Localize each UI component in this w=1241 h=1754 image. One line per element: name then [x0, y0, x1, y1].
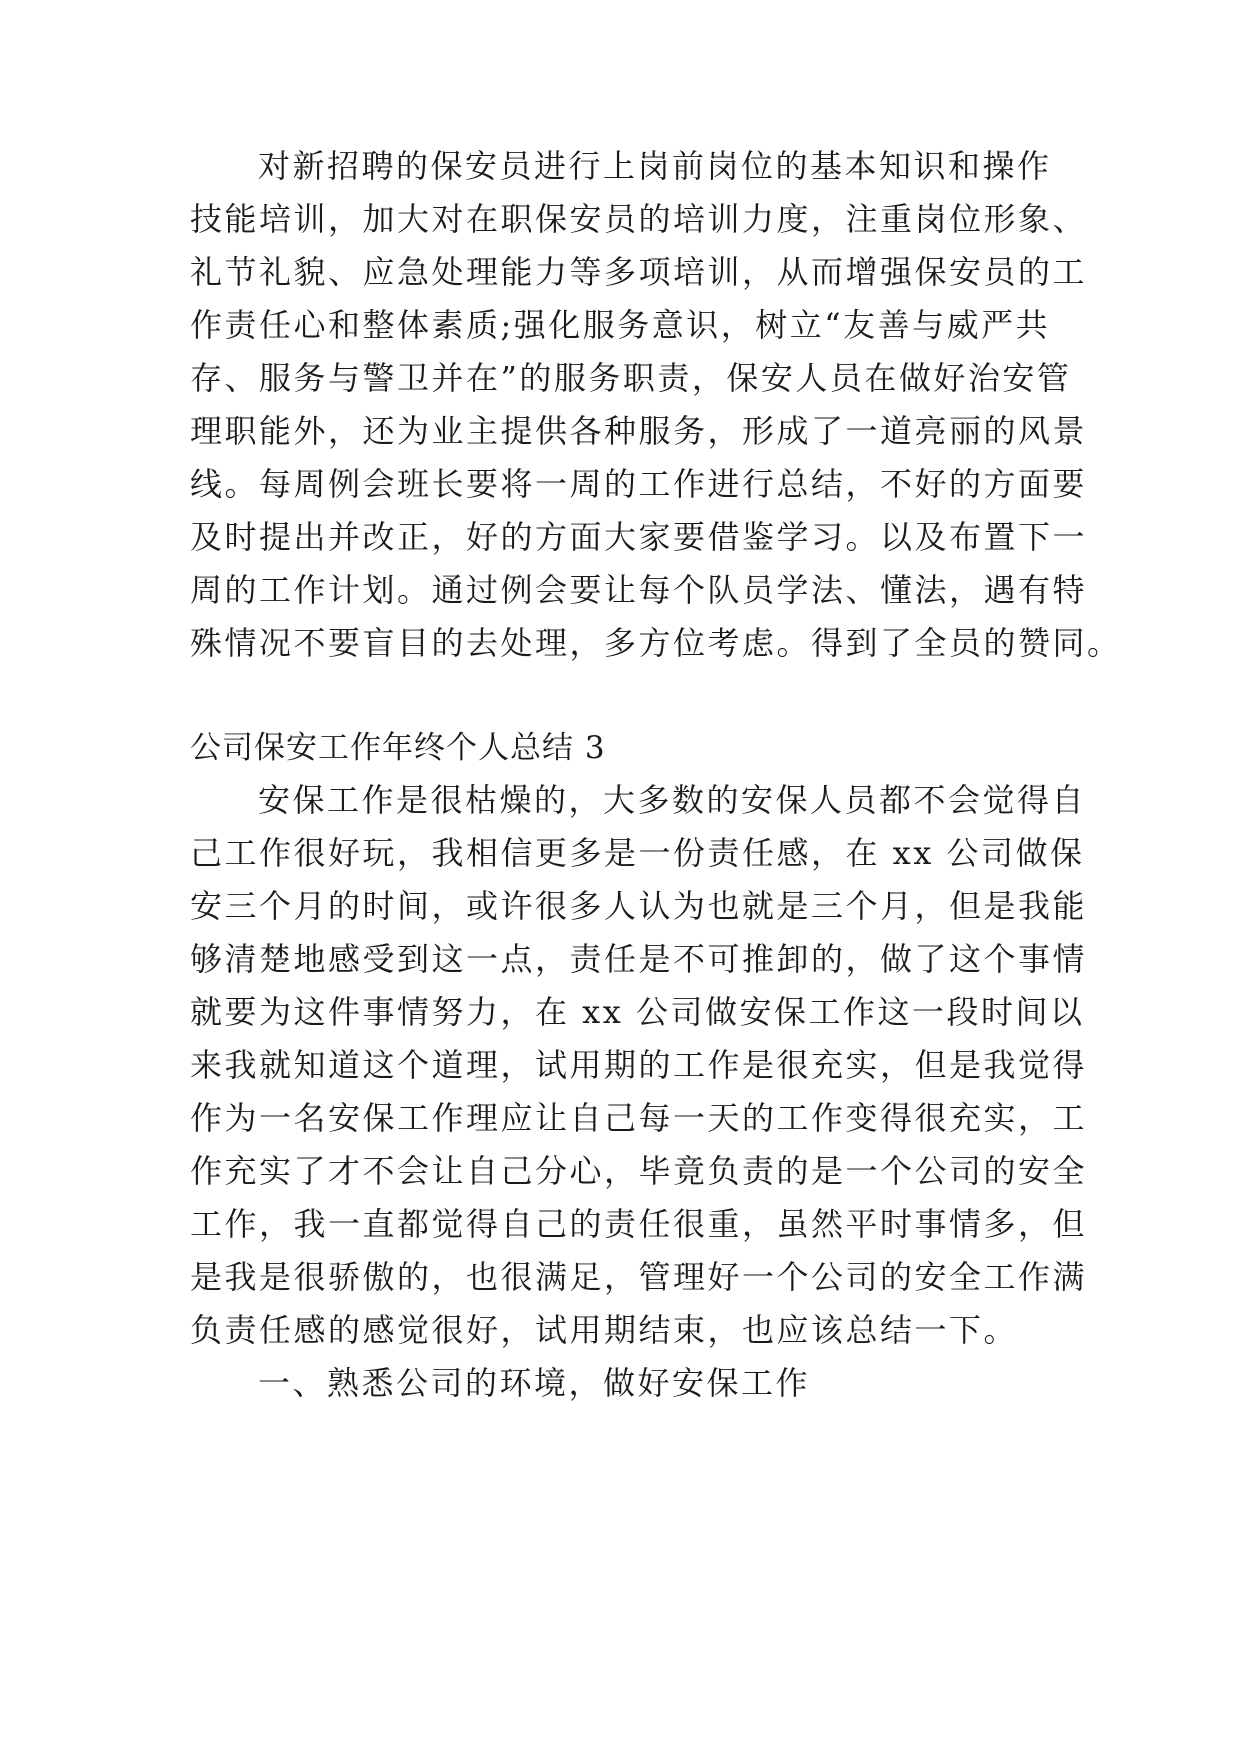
- paragraph-2-line-4: 够清楚地感受到这一点，责任是不可推卸的，做了这个事情: [190, 940, 1088, 978]
- section-heading: 公司保安工作年终个人总结 3: [190, 730, 606, 766]
- paragraph-2-line-9: 工作，我一直都觉得自己的责任很重，虽然平时事情多，但: [190, 1205, 1088, 1243]
- paragraph-1-line-9: 周的工作计划。通过例会要让每个队员学法、懂法，遇有特: [190, 571, 1088, 609]
- paragraph-1-line-1: 对新招聘的保安员进行上岗前岗位的基本知识和操作: [258, 147, 1052, 185]
- paragraph-1-line-7: 线。每周例会班长要将一周的工作进行总结，不好的方面要: [190, 465, 1088, 503]
- paragraph-2-line-7: 作为一名安保工作理应让自己每一天的工作变得很充实，工: [190, 1099, 1088, 1137]
- paragraph-2-line-8: 作充实了才不会让自己分心，毕竟负责的是一个公司的安全: [190, 1152, 1088, 1190]
- subheading-1: 一、熟悉公司的环境，做好安保工作: [258, 1364, 811, 1402]
- paragraph-2-line-11: 负责任感的感觉很好，试用期结束，也应该总结一下。: [190, 1311, 1019, 1349]
- paragraph-1-line-4: 作责任心和整体素质;强化服务意识，树立“友善与威严共: [190, 306, 1051, 344]
- paragraph-1-line-10: 殊情况不要盲目的去处理，多方位考虑。得到了全员的赞同。: [190, 624, 1122, 662]
- paragraph-2-line-1: 安保工作是很枯燥的，大多数的安保人员都不会觉得自: [258, 781, 1087, 819]
- paragraph-2-line-10: 是我是很骄傲的，也很满足，管理好一个公司的安全工作满: [190, 1258, 1088, 1296]
- paragraph-1-line-8: 及时提出并改正，好的方面大家要借鉴学习。以及布置下一: [190, 518, 1088, 556]
- paragraph-1-line-6: 理职能外，还为业主提供各种服务，形成了一道亮丽的风景: [190, 412, 1088, 450]
- paragraph-2-line-3: 安三个月的时间，或许很多人认为也就是三个月，但是我能: [190, 887, 1088, 925]
- paragraph-1-line-2: 技能培训，加大对在职保安员的培训力度，注重岗位形象、: [190, 200, 1088, 238]
- paragraph-2-line-5: 就要为这件事情努力，在 xx 公司做安保工作这一段时间以: [190, 993, 1085, 1031]
- paragraph-2-line-6: 来我就知道这个道理，试用期的工作是很充实，但是我觉得: [190, 1046, 1088, 1084]
- paragraph-1-line-3: 礼节礼貌、应急处理能力等多项培训，从而增强保安员的工: [190, 253, 1088, 291]
- paragraph-1-line-5: 存、服务与警卫并在”的服务职责，保安人员在做好治安管: [190, 359, 1072, 397]
- paragraph-2-line-2: 己工作很好玩，我相信更多是一份责任感，在 xx 公司做保: [190, 834, 1085, 872]
